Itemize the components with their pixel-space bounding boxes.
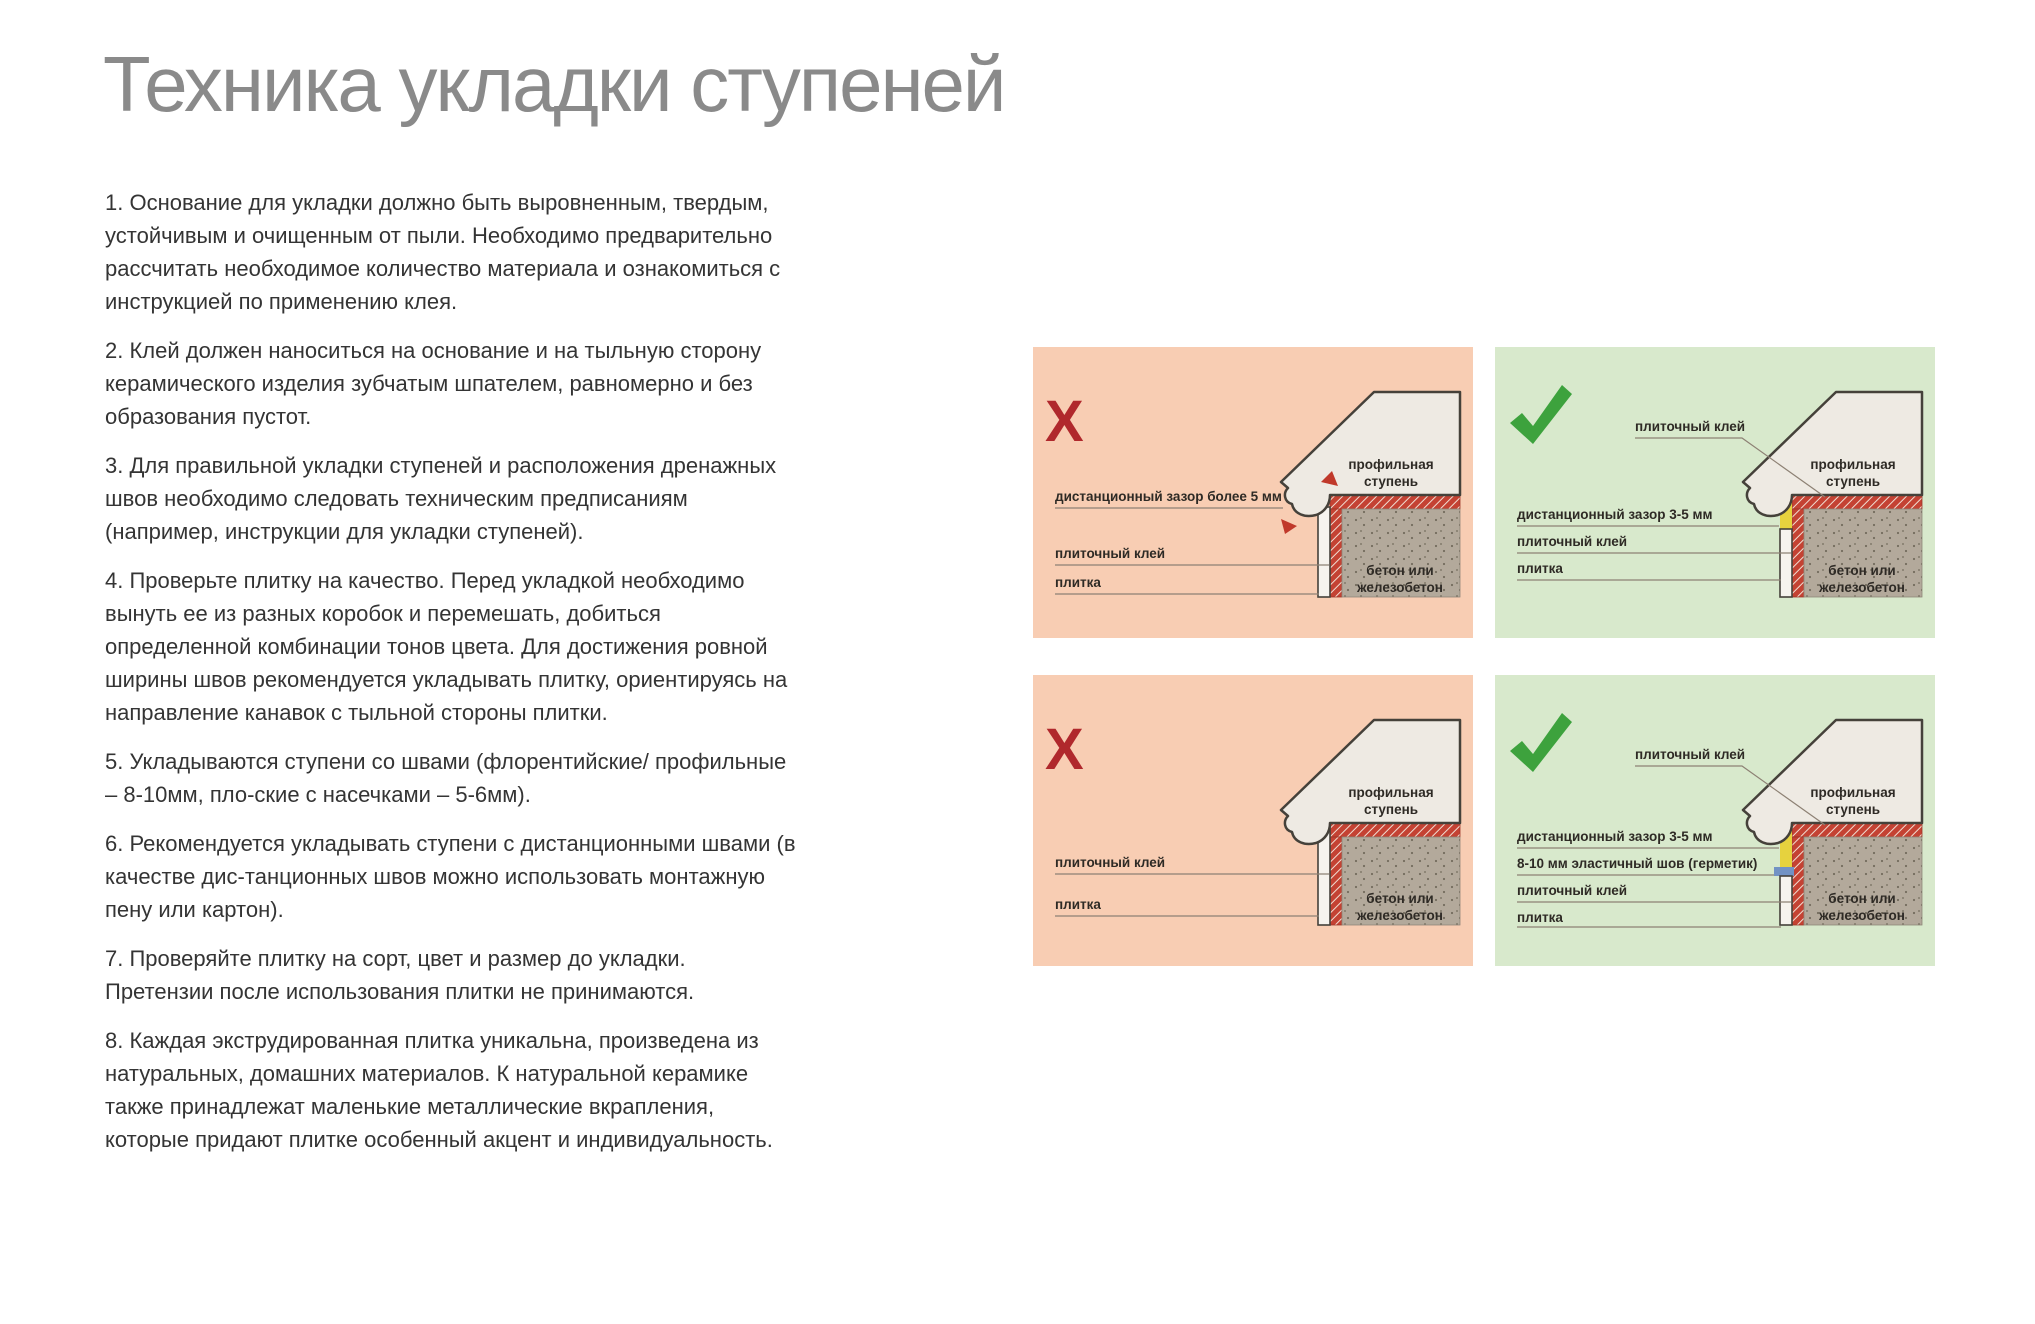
- instruction-item: 4. Проверьте плитку на качество. Перед укладкой необходимо вынуть ее из разных коробок и перемешать, добиться определенной комбинации тонов цвета. Для достижения ровной ширины швов рекомендуется укладывать плитку, ориентируясь на направление канавок с тыльной стороны плитки.: [105, 568, 788, 725]
- tile-shape: [1780, 876, 1792, 925]
- callout-gap: дистанционный зазор 3-5 мм: [1517, 507, 1713, 522]
- tile-shape: [1780, 529, 1792, 597]
- callout-tile: плитка: [1055, 575, 1101, 590]
- callout-adhesive: плиточный клей: [1055, 546, 1166, 561]
- callout-adhesive: плиточный клей: [1517, 534, 1628, 549]
- callout-gap: дистанционный зазор 3-5 мм: [1517, 829, 1713, 844]
- instruction-item: 2. Клей должен наноситься на основание и на тыльную сторону керамического изделия зубчатым шпателем, равномерно и без образования пустот.: [105, 338, 762, 429]
- instructions-list: [105, 186, 800, 1172]
- step-cross-section-diagram: [1033, 347, 1473, 638]
- step-label: ступень: [1825, 802, 1881, 817]
- callout-gap: дистанционный зазор более 5 мм: [1055, 489, 1282, 504]
- instruction-item: 8. Каждая экструдированная плитка уникальна, произведена из натуральных, домашних материалов. К натуральной керамике также принадлежат маленькие металлические вкрапления, которые придают плитке особенный акцент и индивидуальность.: [105, 1028, 773, 1152]
- check-icon: [1510, 713, 1572, 772]
- instruction-item: 6. Рекомендуется укладывать ступени с дистанционными швами (в качестве дис-танционных швов можно использовать монтажную пену или картон).: [105, 831, 796, 922]
- base-label: железобетон: [1819, 580, 1905, 595]
- step-label: профильная: [1810, 785, 1896, 800]
- step-label: профильная: [1810, 457, 1896, 472]
- base-label: железобетон: [1357, 580, 1443, 595]
- check-icon: [1510, 385, 1572, 444]
- x-icon: X: [1045, 717, 1084, 782]
- callout-tile: плитка: [1517, 910, 1563, 925]
- instruction-item: 1. Основание для укладки должно быть выровненным, твердым, устойчивым и очищенным от пыли. Необходимо предварительно рассчитать необходимое количество материала и ознакомиться с инструкцией по применению клея.: [105, 190, 781, 314]
- step-label: ступень: [1363, 802, 1419, 817]
- callout-adhesive-top: плиточный клей: [1635, 419, 1746, 434]
- instruction-item: 7. Проверяйте плитку на сорт, цвет и размер до укладки. Претензии после использования плитки не принимаются.: [105, 946, 695, 1004]
- instruction-item: 3. Для правильной укладки ступеней и расположения дренажных швов необходимо следовать техническим предписаниям (например, инструкции для укладки ступеней).: [105, 453, 777, 544]
- step-cross-section-diagram: [1495, 675, 1935, 966]
- diagram-panel-correct-seam: [1495, 675, 1935, 966]
- step-cross-section-diagram: [1033, 675, 1473, 966]
- step-label: ступень: [1825, 474, 1881, 489]
- step-label: профильная: [1348, 785, 1434, 800]
- diagram-panel-correct-gap: [1495, 347, 1935, 638]
- page-title: Техника укладки ступеней: [103, 40, 1005, 128]
- base-label: железобетон: [1357, 908, 1443, 923]
- x-icon: X: [1045, 389, 1084, 454]
- callout-tile: плитка: [1055, 897, 1101, 912]
- diagram-panel-wrong-nogap: [1033, 675, 1473, 966]
- callout-seam: 8-10 мм эластичный шов (герметик): [1517, 856, 1758, 871]
- tile-shape: [1318, 507, 1330, 597]
- step-label: ступень: [1363, 474, 1419, 489]
- diagram-panel-wrong-gap: [1033, 347, 1473, 638]
- base-label: бетон или: [1366, 891, 1434, 906]
- gap-arrow-icon: [1281, 519, 1297, 534]
- base-label: бетон или: [1366, 563, 1434, 578]
- callout-adhesive: плиточный клей: [1517, 883, 1628, 898]
- base-label: бетон или: [1828, 891, 1896, 906]
- base-label: железобетон: [1819, 908, 1905, 923]
- instruction-item: 5. Укладываются ступени со швами (флорентийские/ профильные – 8-10мм, пло-ские с насечками – 5-6мм).: [105, 749, 787, 807]
- callout-tile: плитка: [1517, 561, 1563, 576]
- callout-adhesive: плиточный клей: [1055, 855, 1166, 870]
- base-label: бетон или: [1828, 563, 1896, 578]
- elastic-seam-shape: [1774, 867, 1794, 876]
- step-label: профильная: [1348, 457, 1434, 472]
- callout-adhesive-top: плиточный клей: [1635, 747, 1746, 762]
- step-cross-section-diagram: [1495, 347, 1935, 638]
